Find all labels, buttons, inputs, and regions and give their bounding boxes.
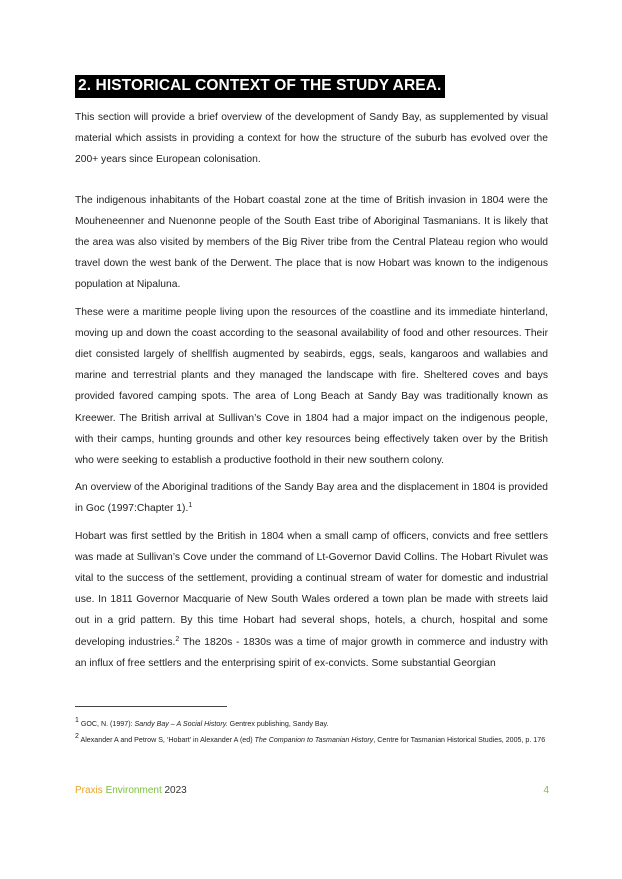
paragraph-overview (75, 477, 548, 519)
paragraph-text-continued: The 1820s - 1830s was a time of major growth in commerce and industry with an influx of free settlers and the enterprising spirit of ex-convicts. Some substantial Georgian (75, 636, 548, 669)
footnote-2 (75, 732, 553, 748)
paragraph-text: Hobart was first settled by the British in 1804 when a small camp of officers, convicts and free settlers was made at Sullivan’s Cove under the command of Lt-Governor David Collins. The Hobart Rivulet was vital to the success of the settlement, providing a continual stream of water for domestic and industrial use. In 1811 Governor Macquarie of New South Wales ordered a town plan be made with streets laid out in a grid pattern. By this time Hobart had several shops, hotels, a church, hospital and some developing industries. (75, 530, 548, 648)
footnote-ref[interactable]: 2 (175, 635, 180, 643)
paragraph-text: This section will provide a brief overview of the development of Sandy Bay, as supplemented by visual material which assists in providing a context for how the structure of the suburb has evolved over the 200+ years since European colonisation. (75, 112, 548, 166)
footnote-text: Gentrex publishing, Sandy Bay. (227, 720, 329, 728)
page-footer (75, 785, 549, 796)
footer-brand: Praxis (75, 785, 103, 796)
footnote-1 (75, 716, 553, 732)
footnote-number: 2 (75, 733, 79, 740)
footnote-number: 1 (75, 717, 79, 724)
page-number: 4 (543, 785, 549, 796)
footnote-text: , Centre for Tasmanian Historical Studies, 2005, p. 176 (373, 736, 546, 744)
paragraph-settlement (75, 526, 548, 674)
footer-year: 2023 (164, 785, 187, 796)
section-heading: 2. HISTORICAL CONTEXT OF THE STUDY AREA. (75, 75, 445, 98)
paragraph-text: The indigenous inhabitants of the Hobart coastal zone at the time of British invasion in 1804 were the Mouheneenner and Nuenonne people of the South East tribe of Aboriginal Tasmanians. It is likely that the area was also visited by members of the Big River tribe from the Central Plateau region who would travel down the west bank of the Derwent. The place that is now Hobart was known to the indigenous population at Nipaluna. (75, 194, 548, 291)
footnote-title: The Companion to Tasmanian History (254, 736, 374, 744)
paragraph-text: An overview of the Aboriginal traditions of the Sandy Bay area and the displacement in 1804 is provided in Goc (1997:Chapter 1). (75, 482, 548, 515)
paragraph-inhabitants (75, 190, 548, 296)
footnote-text: Alexander A and Petrow S, ‘Hobart’ in Alexander A (ed) (80, 736, 255, 744)
footnotes (75, 716, 553, 748)
paragraph-intro (75, 107, 548, 171)
footnote-title: Sandy Bay – A Social History. (134, 720, 228, 728)
footnote-ref[interactable]: 1 (188, 502, 193, 510)
footnote-text: GOC, N. (1997): (80, 720, 135, 728)
footnote-divider (75, 706, 227, 707)
body-text (75, 107, 548, 674)
paragraph-text: These were a maritime people living upon the resources of the coastline and its immediate hinterland, moving up and down the coast according to the seasonal availability of food and other resources. Their diet consisted largely of shellfish augmented by seabirds, eggs, seals, kangaroos and wallabies and marine and terrestrial plants and they managed the landscape with fire. Sheltered coves and bays provided favored camping spots. The area of Long Beach at Sandy Bay was traditionally known as Kreewer. The British arrival at Sullivan’s Cove in 1804 had a major impact on the indigenous people, with their camps, hunting grounds and other key resources being effectively taken over by the British who were seeking to establish a productive foothold in their new southern colony. (75, 306, 548, 467)
paragraph-maritime (75, 302, 548, 472)
footer-brand-environment: Environment (105, 785, 162, 796)
